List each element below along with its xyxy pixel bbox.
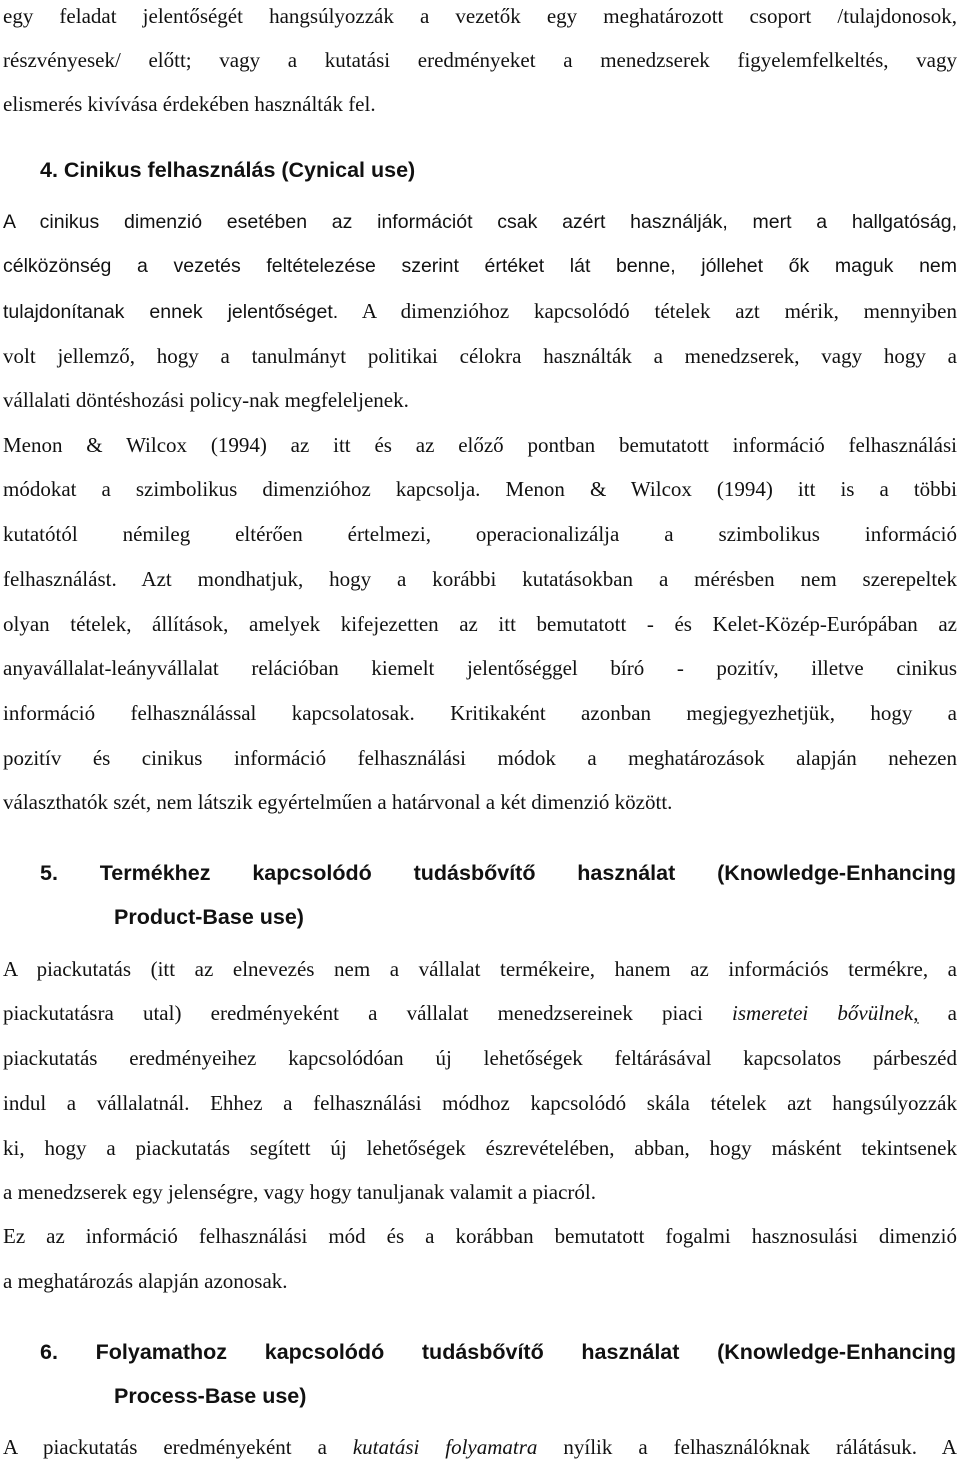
s5-line-6: a menedzserek egy jelenségre, vagy hogy tanuljanak valamit a piacról. xyxy=(3,1180,597,1204)
section-5-heading: 5. Termékhez kapcsolódó tudásbővítő használat (Knowledge-Enhancing xyxy=(40,861,956,885)
s6-line-1-b: nyílik a felhasználóknak rálátásuk. A xyxy=(537,1435,957,1459)
s6-line-1 xyxy=(3,1425,957,1470)
s4-p2-line-7: információ felhasználással kapcsolatosak. Kritikaként azonban megjegyezhetjük, hogy a xyxy=(3,701,957,725)
s4-p2-line-2: módokat a szimbolikus dimenzióhoz kapcsolja. Menon & Wilcox (1994) itt is a többi xyxy=(3,477,957,501)
section-4-heading: 4. Cinikus felhasználás (Cynical use) xyxy=(40,158,416,182)
s4-line-4: volt jellemző, hogy a tanulmányt politikai célokra használták a menedzserek, vagy hogy a xyxy=(3,344,957,368)
s4-p2-line-3: kutatótól némileg eltérően értelmezi, operacionalizálja a szimbolikus információ xyxy=(3,522,957,546)
s5-line-2-a: piackutatásra utal) eredményeként a vállalat menedzsereinek piaci xyxy=(3,1001,733,1025)
s4-p2-line-1: Menon & Wilcox (1994) az itt és az előző pontban bemutatott információ felhasználási xyxy=(3,433,957,457)
s5-line-3: piackutatás eredményeihez kapcsolódóan új lehetőségek feltárásával kapcsolatos párbeszéd xyxy=(3,1046,957,1070)
s6-line-1-em: kutatási folyamatra xyxy=(352,1435,538,1459)
s4-p2-line-8: pozitív és cinikus információ felhasználási módok a meghatározások alapján nehezen xyxy=(3,746,957,770)
intro-line-2: részvényesek/ előtt; vagy a kutatási eredményeket a menedzserek figyelemfelkeltés, vagy xyxy=(3,48,957,72)
intro-line-3: elismerés kivívása érdekében használták fel. xyxy=(3,92,376,116)
s5-p2-line-2: a meghatározás alapján azonosak. xyxy=(3,1269,288,1293)
s4-p2-line-9: választhatók szét, nem látszik egyértelműen a határvonal a két dimenzió között. xyxy=(3,790,673,814)
s4-p2-line-4: felhasználást. Azt mondhatjuk, hogy a korábbi kutatásokban a mérésben nem szerepeltek xyxy=(3,567,957,591)
s4-p2-line-5: olyan tételek, állítások, amelyek kifejezetten az itt bemutatott - és Kelet-Közép-Európában az xyxy=(3,612,957,636)
s4-line-3 xyxy=(3,289,957,335)
s4-p2-line-6: anyavállalat-leányvállalat relációban kiemelt jelentőséggel bíró - pozitív, illetve cinikus xyxy=(3,656,957,680)
s4-line-3-sans: tulajdonítanak ennek jelentőséget. xyxy=(3,301,339,323)
s5-line-2 xyxy=(3,991,957,1036)
intro-line-1: egy feladat jelentőségét hangsúlyozzák a vezetők egy meghatározott csoport /tulajdonosok, xyxy=(3,4,957,28)
section-6-heading-cont: Process-Base use) xyxy=(114,1384,307,1408)
s4-line-1: A cinikus dimenzió esetében az információt csak azért használják, mert a hallgatóság, xyxy=(3,211,957,233)
s4-line-5: vállalati döntéshozási policy-nak megfeleljenek. xyxy=(3,388,409,412)
s4-line-2: célközönség a vezetés feltételezése szerint értéket lát benne, jóllehet ők maguk nem xyxy=(3,255,957,277)
s5-line-2-em: ismeretei bővülnek xyxy=(732,1001,914,1025)
s6-line-1-a: A piackutatás eredményeként a xyxy=(3,1435,353,1459)
section-5-heading-cont: Product-Base use) xyxy=(114,905,304,929)
s5-line-1: A piackutatás (itt az elnevezés nem a vállalat termékeire, hanem az információs termékre, a xyxy=(3,957,957,981)
section-6-heading: 6. Folyamathoz kapcsolódó tudásbővítő használat (Knowledge-Enhancing xyxy=(40,1340,956,1364)
s4-line-3-serif: A dimenzióhoz kapcsolódó tételek azt mérik, mennyiben xyxy=(338,299,957,323)
s5-line-4: indul a vállalatnál. Ehhez a felhasználási módhoz kapcsolódó skála tételek azt hangsúlyozzák xyxy=(3,1091,957,1115)
s5-line-2-b: a xyxy=(918,1001,957,1025)
s5-line-2-ul: , xyxy=(913,1001,919,1025)
s5-p2-line-1: Ez az információ felhasználási mód és a korábban bemutatott fogalmi hasznosulási dimenzió xyxy=(3,1224,957,1248)
s5-line-5: ki, hogy a piackutatás segített új lehetőségek észrevételében, abban, hogy másként tekintsenek xyxy=(3,1136,957,1160)
